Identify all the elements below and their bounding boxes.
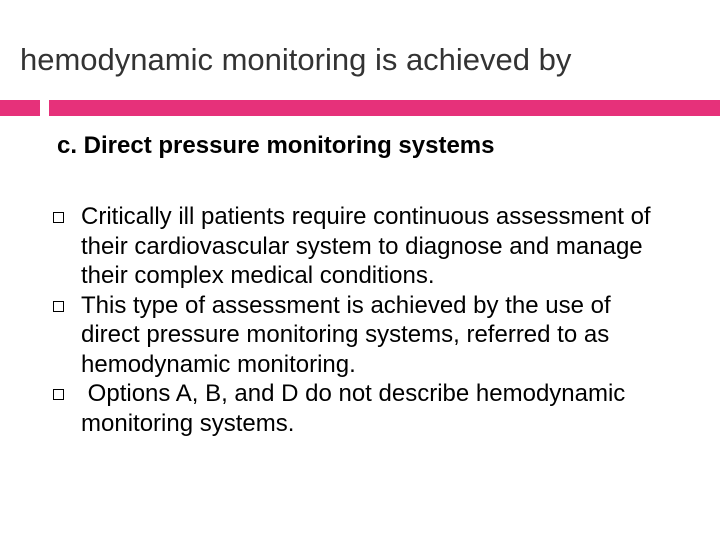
- bullet-text: Critically ill patients require continuous assessment of their cardiovascular system to diagnose and manage their complex medical conditions.: [81, 203, 651, 289]
- square-bullet-icon: [53, 301, 64, 312]
- square-bullet-icon: [53, 389, 64, 400]
- accent-bar-right: [49, 100, 720, 116]
- square-bullet-icon: [53, 212, 64, 223]
- slide-subtitle: c. Direct pressure monitoring systems: [57, 132, 495, 159]
- slide-title: hemodynamic monitoring is achieved by: [20, 42, 572, 77]
- bullet-item: [53, 379, 673, 438]
- bullet-text: This type of assessment is achieved by the use of direct pressure monitoring systems, referred to as hemodynamic monitoring.: [81, 291, 611, 378]
- bullet-item: [53, 202, 673, 291]
- bullet-list: [53, 202, 673, 438]
- accent-bar-left: [0, 100, 40, 116]
- bullet-item: [53, 291, 673, 380]
- bullet-text: Options A, B, and D do not describe hemodynamic monitoring systems.: [81, 380, 632, 437]
